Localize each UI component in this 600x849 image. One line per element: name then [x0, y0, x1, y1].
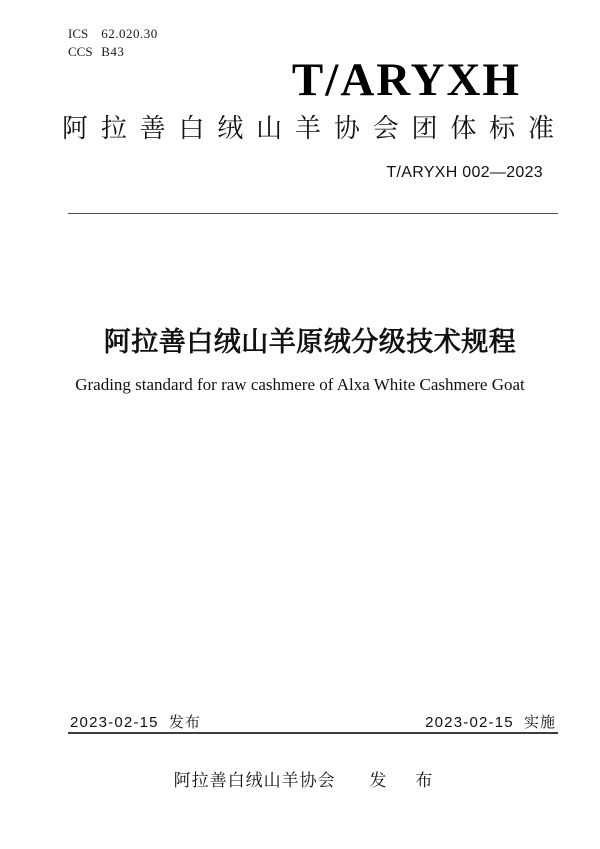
ics-code-row [68, 25, 158, 43]
ics-label: ICS [68, 26, 89, 41]
header-divider-rule [68, 213, 558, 214]
publisher-row [0, 771, 600, 791]
ccs-code-row [68, 43, 158, 61]
dates-row [70, 711, 556, 732]
issue-label: 发布 [168, 714, 201, 731]
document-title-english: Grading standard for raw cashmere of Alxa White Cashmere Goat [75, 375, 525, 394]
implementation-date: 2023-02-15 [425, 714, 514, 731]
standard-number: T/ARYXH 002—2023 [386, 164, 543, 181]
publisher-name: 阿拉善白绒山羊协会 [173, 771, 336, 790]
issue-date-group [70, 711, 201, 732]
document-title-chinese: 阿拉善白绒山羊原绒分级技术规程 [103, 327, 517, 357]
implementation-label: 实施 [523, 714, 556, 731]
ics-value: 62.020.30 [101, 26, 158, 41]
issue-date: 2023-02-15 [70, 714, 159, 731]
ccs-value: B43 [101, 44, 125, 59]
footer-divider-rule [68, 732, 558, 734]
association-banner: 阿拉善白绒山羊协会团体标准 [62, 113, 554, 143]
organization-code: T/ARYXH [291, 54, 521, 106]
implementation-date-group [425, 711, 556, 732]
publish-action-label: 发 布 [369, 771, 439, 790]
classification-codes [68, 25, 158, 61]
ccs-label: CCS [68, 44, 93, 59]
